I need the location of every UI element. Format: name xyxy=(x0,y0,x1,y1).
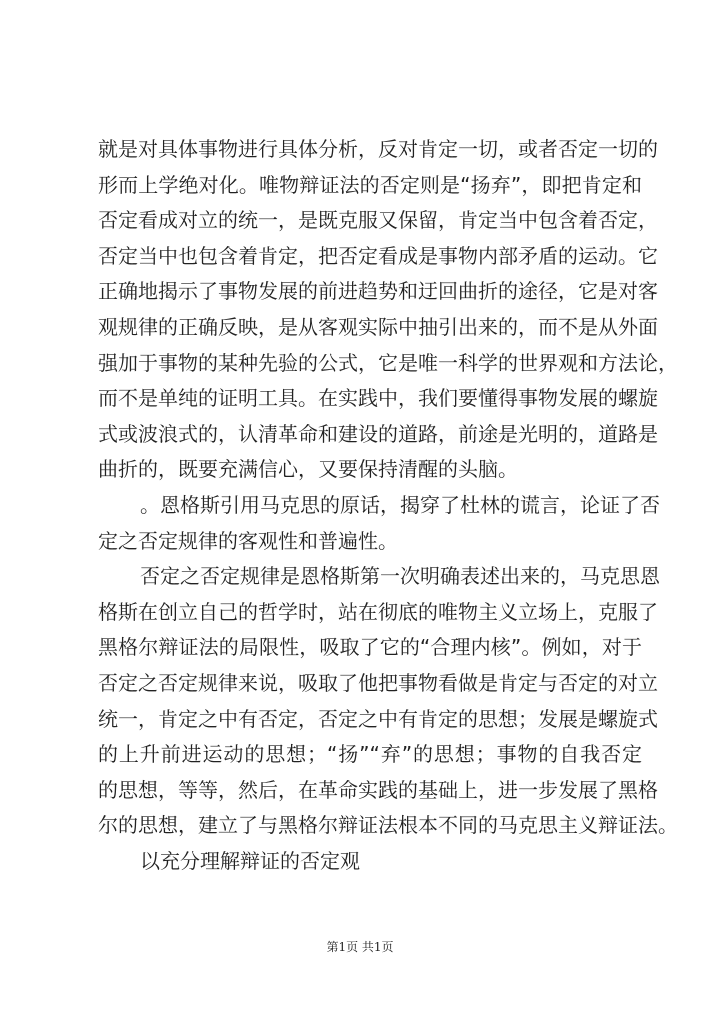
text-line: 否定当中也包含着肯定，把否定看成是事物内部矛盾的运动。它 xyxy=(98,243,658,268)
text-line: 曲折的，既要充满信心，又要保持清醒的头脑。 xyxy=(98,457,518,482)
document-body xyxy=(98,132,678,879)
text-line: 否定看成对立的统一，是既克服又保留，肯定当中包含着否定， xyxy=(98,208,658,233)
text-line: 格斯在创立自己的哲学时，站在彻底的唯物主义立场上，克服了 xyxy=(98,599,658,624)
text-line: 而不是单纯的证明工具。在实践中，我们要懂得事物发展的螺旋 xyxy=(98,386,658,411)
text-line: 形而上学绝对化。唯物辩证法的否定则是“扬弃”，即把肯定和 xyxy=(98,172,642,197)
text-line: 黑格尔辩证法的局限性，吸取了它的“合理内核”。例如，对于 xyxy=(98,635,642,660)
paragraph-2 xyxy=(98,488,660,559)
text-line: 式或波浪式的，认清革命和建设的道路，前途是光明的，道路是 xyxy=(98,421,658,446)
text-line: 否定之否定规律是恩格斯第一次明确表述出来的，马克思恩 xyxy=(140,564,660,589)
paragraph-1 xyxy=(98,132,678,488)
text-line: 观规律的正确反映，是从客观实际中抽引出来的，而不是从外面 xyxy=(98,314,658,339)
text-line: 尔的思想，建立了与黑格尔辩证法根本不同的马克思主义辩证法。 xyxy=(98,813,678,838)
page-footer: 第1页 共1页 xyxy=(326,940,394,954)
paragraph-4 xyxy=(98,844,642,880)
text-line: 就是对具体事物进行具体分析，反对肯定一切，或者否定一切的 xyxy=(98,137,658,161)
text-line: 强加于事物的某种先验的公式，它是唯一科学的世界观和方法论， xyxy=(98,350,678,375)
text-line: 统一，肯定之中有否定，否定之中有肯定的思想；发展是螺旋式 xyxy=(98,706,658,731)
text-line: 定之否定规律的客观性和普遍性。 xyxy=(98,528,398,553)
text-line: 的上升前进运动的思想；“扬”“弃”的思想；事物的自我否定 xyxy=(98,742,642,767)
paragraph-3 xyxy=(98,559,678,844)
text-line: 以充分理解辩证的否定观 xyxy=(140,848,360,873)
text-line: 否定之否定规律来说，吸取了他把事物看做是肯定与否定的对立 xyxy=(98,670,658,695)
text-line: 正确地揭示了事物发展的前进趋势和迂回曲折的途径，它是对客 xyxy=(98,279,658,304)
text-line: 。恩格斯引用马克思的原话，揭穿了杜林的谎言，论证了否 xyxy=(140,492,660,517)
text-line: 的思想，等等，然后，在革命实践的基础上，进一步发展了黑格 xyxy=(98,777,658,802)
